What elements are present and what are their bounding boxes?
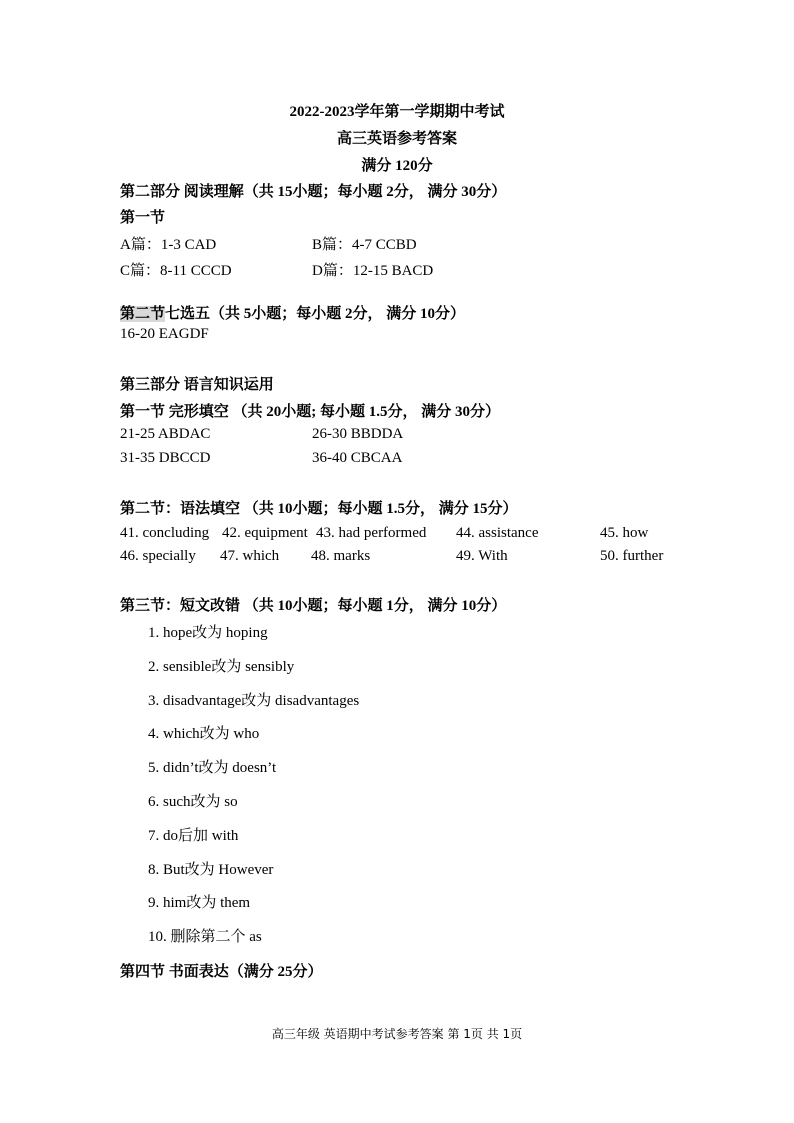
correction-item: 7. do后加 with [148,828,239,844]
grammar-answer: 43. had performed [316,525,427,541]
part3-sec2-heading: 第二节：语法填空 （共 10小题；每小题 1.5分， 满分 15分） [120,501,518,517]
part3-heading: 第三部分 语言知识运用 [120,377,274,393]
cloze-answer: 31-35 DBCCD [120,450,211,466]
cloze-answer: 36-40 CBCAA [312,450,403,466]
correction-item: 8. But改为 However [148,862,274,878]
reading-answer-a: A篇：1-3 CAD [120,237,217,253]
reading-answer-b: B篇：4-7 CCBD [312,237,417,253]
grammar-answer: 44. assistance [456,525,539,541]
cloze-answer: 26-30 BBDDA [312,426,404,442]
part3-sec4-heading: 第四节 书面表达（满分 25分） [120,964,323,980]
correction-item: 4. which改为 who [148,726,260,742]
part2-sec2-heading [120,302,465,323]
page-footer: 高三年级 英语期中考试参考答案 第 1页 共 1页 [271,1027,523,1041]
correction-item: 10. 删除第二个 as [148,929,262,945]
reading-answer-d: D篇：12-15 BACD [312,263,434,279]
reading-answer-c: C篇：8-11 CCCD [120,263,232,279]
correction-item: 2. sensible改为 sensibly [148,659,295,675]
answer-key-subtitle: 高三英语参考答案 [336,131,457,147]
exam-title: 2022-2023学年第一学期期中考试 [289,104,505,120]
correction-item: 1. hope改为 hoping [148,625,268,641]
grammar-answer: 48. marks [311,548,371,564]
correction-item: 3. disadvantage改为 disadvantages [148,693,360,709]
full-score: 满分 120分 [361,158,433,174]
part3-sec1-heading: 第一节 完形填空 （共 20小题; 每小题 1.5分， 满分 30分） [120,404,500,420]
grammar-answer: 41. concluding [120,525,210,541]
part2-sec2-heading-rest: 七选五（共 5小题；每小题 2分， 满分 10分） [165,306,466,322]
correction-item: 6. such改为 so [148,794,238,810]
grammar-answer: 45. how [600,525,649,541]
grammar-answer: 46. specially [120,548,196,564]
correction-item: 5. didn’t改为 doesn’t [148,760,277,776]
highlighted-section-label: 第二节 [120,306,166,322]
part3-sec3-heading: 第三节：短文改错 （共 10小题；每小题 1分， 满分 10分） [120,598,507,614]
grammar-answer: 49. With [456,548,508,564]
grammar-answer: 47. which [220,548,280,564]
cloze-answer: 21-25 ABDAC [120,426,211,442]
part2-sec1-heading: 第一节 [120,210,166,226]
correction-item: 9. him改为 them [148,895,251,911]
part2-heading: 第二部分 阅读理解（共 15小题；每小题 2分， 满分 30分） [120,184,507,200]
seven-choose-five-answers: 16-20 EAGDF [120,326,209,342]
grammar-answer: 50. further [600,548,664,564]
grammar-answer: 42. equipment [222,525,308,541]
